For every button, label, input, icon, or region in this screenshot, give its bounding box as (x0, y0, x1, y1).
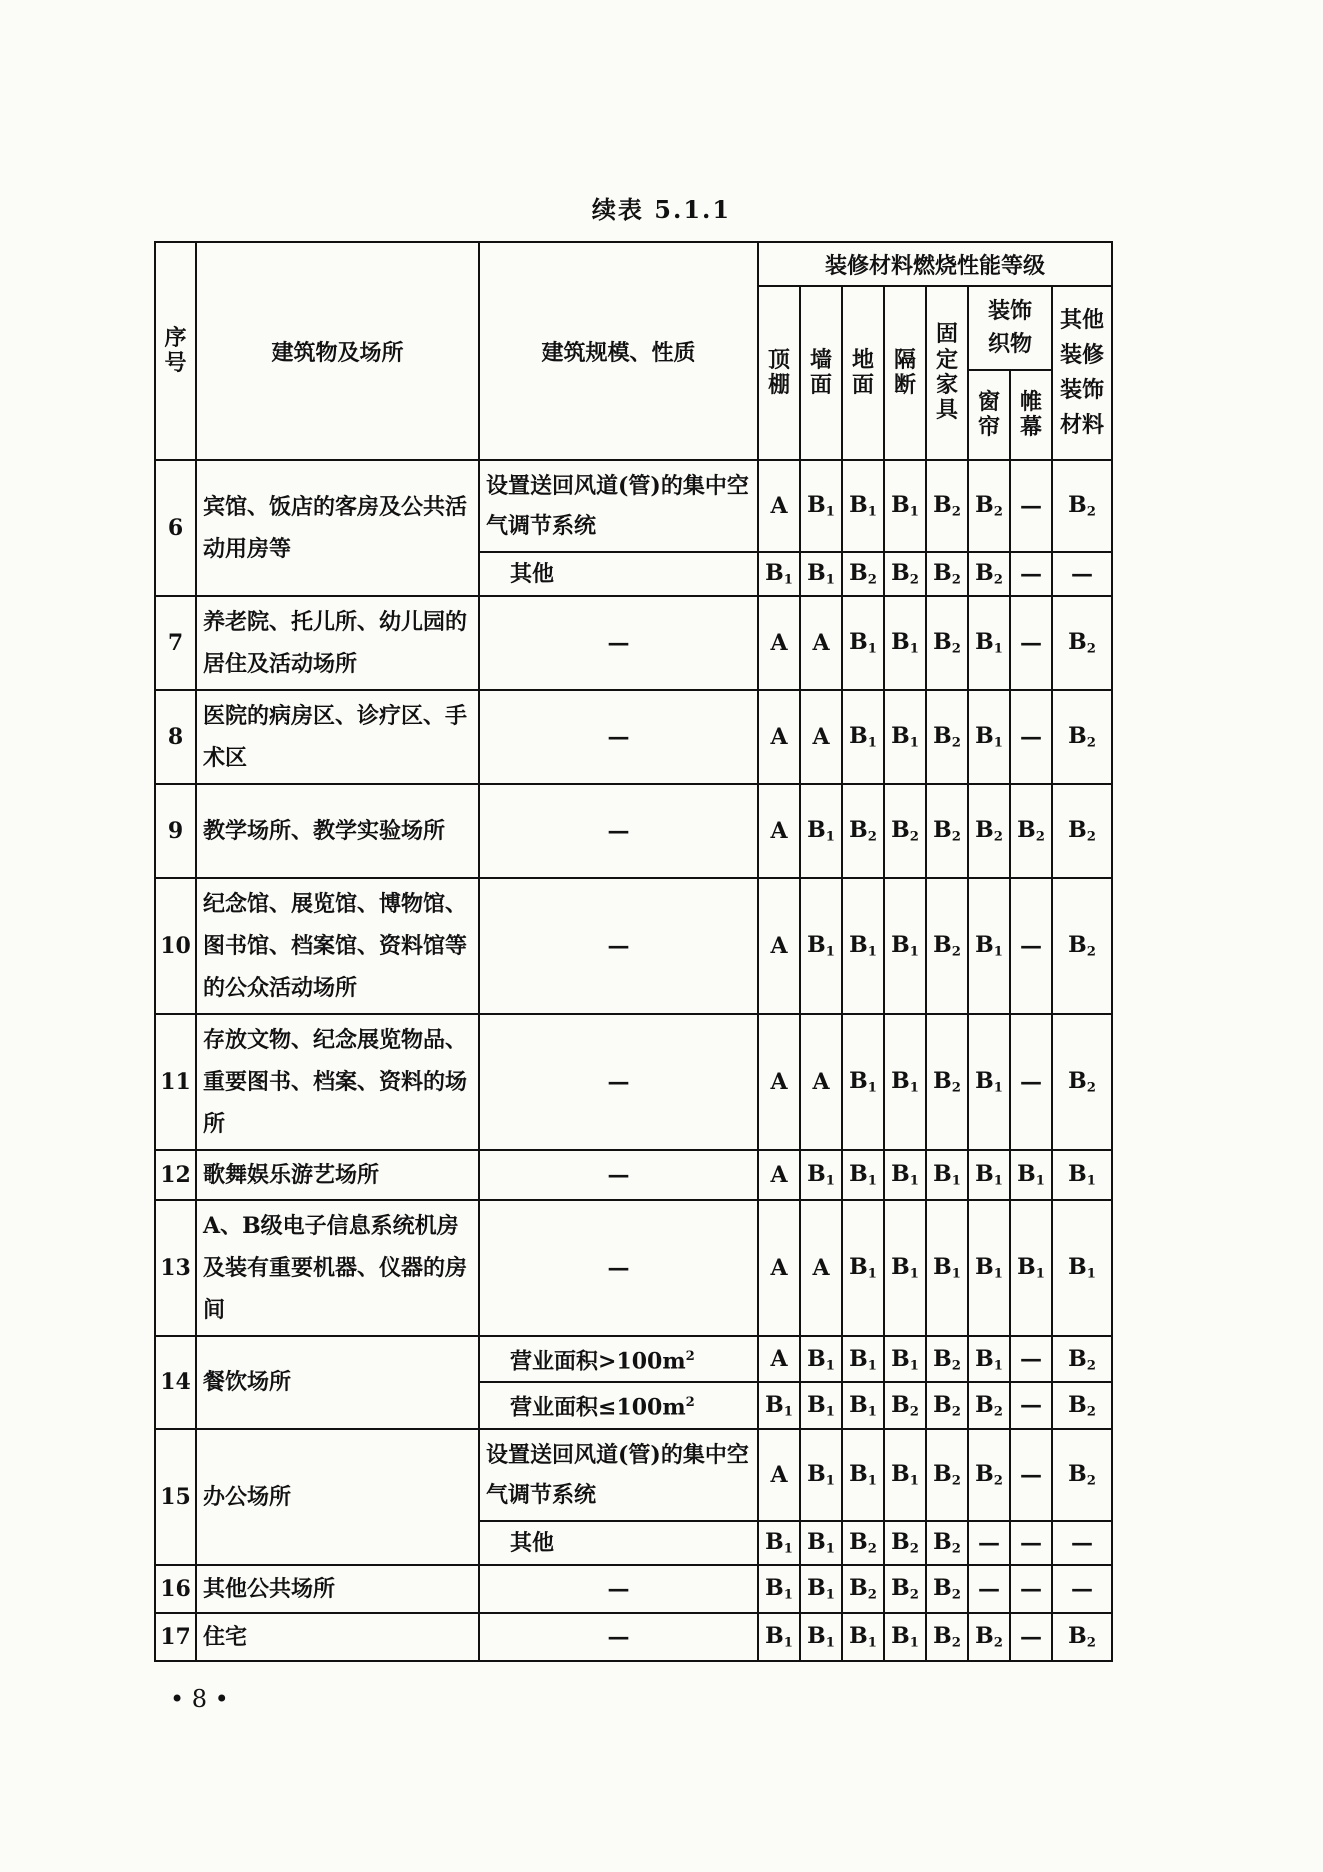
grade-floor: $B_2$ (842, 552, 884, 596)
grade-partition: $B_1$ (884, 596, 926, 690)
grade-other: $B_2$ (1052, 460, 1112, 552)
grade-other: $B_2$ (1052, 1336, 1112, 1382)
header-fixed-furniture: 固定家具 (926, 286, 968, 460)
grade-ceiling: $B_1$ (758, 1521, 800, 1565)
grade-curtain: $B_1$ (968, 596, 1010, 690)
place-name: 养老院、托儿所、幼儿园的居住及活动场所 (196, 596, 479, 690)
row-number: 16 (155, 1565, 196, 1613)
scale-property: 设置送回风道(管)的集中空气调节系统 (479, 1429, 758, 1521)
scale-property: 营业面积$>100m^2$ (479, 1336, 758, 1382)
row-number: 12 (155, 1150, 196, 1200)
grade-curtain: $B_1$ (968, 690, 1010, 784)
grade-partition: $B_1$ (884, 1150, 926, 1200)
header-group: 装修材料燃烧性能等级 (758, 242, 1112, 286)
header-index: 序号 (155, 242, 196, 460)
grade-wall: A (800, 596, 842, 690)
grade-partition: $B_1$ (884, 1429, 926, 1521)
header-place: 建筑物及场所 (196, 242, 479, 460)
grade-drape: — (1010, 1336, 1052, 1382)
scale-property: 设置送回风道(管)的集中空气调节系统 (479, 460, 758, 552)
place-name: 餐饮场所 (196, 1336, 479, 1429)
grade-floor: $B_1$ (842, 878, 884, 1014)
grade-fixed-furniture: $B_2$ (926, 460, 968, 552)
grade-partition: $B_2$ (884, 552, 926, 596)
grade-partition: $B_2$ (884, 1565, 926, 1613)
grade-other: $B_2$ (1052, 1382, 1112, 1428)
scale-property: — (479, 596, 758, 690)
grade-fixed-furniture: $B_2$ (926, 878, 968, 1014)
grade-floor: $B_1$ (842, 1014, 884, 1150)
grade-other: $B_2$ (1052, 1613, 1112, 1661)
place-name: 医院的病房区、诊疗区、手术区 (196, 690, 479, 784)
scale-property: 其他 (479, 1521, 758, 1565)
grade-partition: $B_1$ (884, 1613, 926, 1661)
grade-ceiling: A (758, 878, 800, 1014)
grade-partition: $B_1$ (884, 1200, 926, 1336)
grade-curtain: $B_1$ (968, 1336, 1010, 1382)
grade-floor: $B_1$ (842, 1336, 884, 1382)
header-other: 其他装修装饰材料 (1052, 286, 1112, 460)
place-name: 存放文物、纪念展览物品、重要图书、档案、资料的场所 (196, 1014, 479, 1150)
grade-ceiling: A (758, 1014, 800, 1150)
grade-fixed-furniture: $B_2$ (926, 1014, 968, 1150)
table-row (155, 1150, 1112, 1200)
grade-drape: — (1010, 1382, 1052, 1428)
row-number: 15 (155, 1429, 196, 1565)
grade-floor: $B_2$ (842, 1521, 884, 1565)
grade-curtain: — (968, 1521, 1010, 1565)
place-name: 其他公共场所 (196, 1565, 479, 1613)
row-number: 9 (155, 784, 196, 878)
grade-floor: $B_1$ (842, 1150, 884, 1200)
row-number: 17 (155, 1613, 196, 1661)
grade-wall: $B_1$ (800, 1382, 842, 1428)
grade-ceiling: $B_1$ (758, 1565, 800, 1613)
table-row (155, 1200, 1112, 1336)
row-number: 14 (155, 1336, 196, 1429)
grade-ceiling: A (758, 460, 800, 552)
table-row (155, 1613, 1112, 1661)
grade-floor: $B_1$ (842, 1429, 884, 1521)
grade-wall: $B_1$ (800, 1565, 842, 1613)
scale-property: — (479, 1014, 758, 1150)
table-row (155, 460, 1112, 552)
grade-drape: — (1010, 460, 1052, 552)
grade-fixed-furniture: $B_2$ (926, 552, 968, 596)
grade-floor: $B_1$ (842, 1200, 884, 1336)
header-partition: 隔断 (884, 286, 926, 460)
table-row (155, 596, 1112, 690)
grade-fixed-furniture: $B_1$ (926, 1200, 968, 1336)
grade-partition: $B_2$ (884, 784, 926, 878)
grade-curtain: $B_1$ (968, 878, 1010, 1014)
grade-wall: $B_1$ (800, 552, 842, 596)
grade-curtain: $B_1$ (968, 1014, 1010, 1150)
grade-drape: — (1010, 1613, 1052, 1661)
grade-drape: — (1010, 878, 1052, 1014)
grade-partition: $B_1$ (884, 690, 926, 784)
grade-partition: $B_2$ (884, 1382, 926, 1428)
grade-other: $B_2$ (1052, 1429, 1112, 1521)
grade-ceiling: A (758, 1336, 800, 1382)
grade-other: $B_2$ (1052, 596, 1112, 690)
grade-fixed-furniture: $B_2$ (926, 784, 968, 878)
grade-ceiling: $B_1$ (758, 552, 800, 596)
grade-other: $B_2$ (1052, 690, 1112, 784)
place-name: 歌舞娱乐游艺场所 (196, 1150, 479, 1200)
grade-drape: $B_1$ (1010, 1200, 1052, 1336)
grade-wall: $B_1$ (800, 1150, 842, 1200)
grade-curtain: $B_1$ (968, 1200, 1010, 1336)
scale-property: 其他 (479, 552, 758, 596)
place-name: 办公场所 (196, 1429, 479, 1565)
header-wall: 墙面 (800, 286, 842, 460)
scale-property: — (479, 690, 758, 784)
scale-property: — (479, 1200, 758, 1336)
grade-ceiling: A (758, 784, 800, 878)
grade-fixed-furniture: $B_2$ (926, 1521, 968, 1565)
table-row (155, 1429, 1112, 1521)
grade-drape: $B_1$ (1010, 1150, 1052, 1200)
row-number: 11 (155, 1014, 196, 1150)
grade-floor: $B_1$ (842, 1382, 884, 1428)
grade-partition: $B_1$ (884, 878, 926, 1014)
grade-curtain: $B_2$ (968, 1429, 1010, 1521)
table-row (155, 878, 1112, 1014)
header-curtain: 窗帘 (968, 370, 1010, 460)
header-fabric: 装饰织物 (968, 286, 1052, 370)
grade-partition: $B_2$ (884, 1521, 926, 1565)
grade-partition: $B_1$ (884, 1014, 926, 1150)
table-row (155, 1014, 1112, 1150)
grade-curtain: $B_2$ (968, 552, 1010, 596)
grade-wall: $B_1$ (800, 460, 842, 552)
table-caption: 续表 5.1.1 (591, 195, 732, 224)
grade-wall: $B_1$ (800, 1521, 842, 1565)
place-name: 纪念馆、展览馆、博物馆、图书馆、档案馆、资料馆等的公众活动场所 (196, 878, 479, 1014)
grade-drape: — (1010, 552, 1052, 596)
grade-other: $B_2$ (1052, 1014, 1112, 1150)
grade-fixed-furniture: $B_2$ (926, 1336, 968, 1382)
fire-rating-table (154, 241, 1113, 1662)
grade-partition: $B_1$ (884, 460, 926, 552)
row-number: 10 (155, 878, 196, 1014)
grade-fixed-furniture: $B_2$ (926, 1565, 968, 1613)
place-name: 住宅 (196, 1613, 479, 1661)
page-number: • 8 • (170, 1685, 229, 1713)
grade-curtain: $B_2$ (968, 1613, 1010, 1661)
grade-drape: — (1010, 1565, 1052, 1613)
scale-property: — (479, 1150, 758, 1200)
grade-other: $B_2$ (1052, 784, 1112, 878)
table-row (155, 1565, 1112, 1613)
grade-ceiling: $B_1$ (758, 1613, 800, 1661)
grade-fixed-furniture: $B_2$ (926, 1613, 968, 1661)
grade-fixed-furniture: $B_2$ (926, 690, 968, 784)
grade-fixed-furniture: $B_2$ (926, 1382, 968, 1428)
grade-fixed-furniture: $B_2$ (926, 1429, 968, 1521)
grade-wall: $B_1$ (800, 878, 842, 1014)
grade-other: — (1052, 552, 1112, 596)
scale-property: — (479, 1613, 758, 1661)
grade-wall: $B_1$ (800, 784, 842, 878)
grade-wall: $B_1$ (800, 1613, 842, 1661)
table-row (155, 1336, 1112, 1382)
row-number: 6 (155, 460, 196, 596)
grade-curtain: — (968, 1565, 1010, 1613)
place-name: 教学场所、教学实验场所 (196, 784, 479, 878)
grade-curtain: $B_2$ (968, 1382, 1010, 1428)
grade-partition: $B_1$ (884, 1336, 926, 1382)
grade-ceiling: A (758, 1200, 800, 1336)
grade-fixed-furniture: $B_1$ (926, 1150, 968, 1200)
table-row (155, 784, 1112, 878)
scale-property: 营业面积$\le 100m^2$ (479, 1382, 758, 1428)
grade-ceiling: A (758, 1150, 800, 1200)
grade-drape: — (1010, 690, 1052, 784)
grade-ceiling: A (758, 1429, 800, 1521)
header-drape: 帷幕 (1010, 370, 1052, 460)
grade-other: — (1052, 1565, 1112, 1613)
grade-fixed-furniture: $B_2$ (926, 596, 968, 690)
place-name: A、B级电子信息系统机房及装有重要机器、仪器的房间 (196, 1200, 479, 1336)
row-number: 8 (155, 690, 196, 784)
row-number: 7 (155, 596, 196, 690)
grade-other: — (1052, 1521, 1112, 1565)
row-number: 13 (155, 1200, 196, 1336)
scale-property: — (479, 878, 758, 1014)
grade-floor: $B_2$ (842, 784, 884, 878)
grade-floor: $B_1$ (842, 596, 884, 690)
grade-curtain: $B_2$ (968, 784, 1010, 878)
scale-property: — (479, 784, 758, 878)
grade-wall: A (800, 1200, 842, 1336)
grade-drape: — (1010, 1014, 1052, 1150)
grade-wall: A (800, 1014, 842, 1150)
grade-drape: — (1010, 1521, 1052, 1565)
grade-floor: $B_1$ (842, 1613, 884, 1661)
grade-floor: $B_1$ (842, 460, 884, 552)
grade-drape: $B_2$ (1010, 784, 1052, 878)
header-floor: 地面 (842, 286, 884, 460)
grade-other: $B_1$ (1052, 1150, 1112, 1200)
scale-property: — (479, 1565, 758, 1613)
grade-wall: A (800, 690, 842, 784)
grade-other: $B_2$ (1052, 878, 1112, 1014)
grade-wall: $B_1$ (800, 1429, 842, 1521)
grade-ceiling: $B_1$ (758, 1382, 800, 1428)
header-ceiling: 顶棚 (758, 286, 800, 460)
table-row (155, 690, 1112, 784)
place-name: 宾馆、饭店的客房及公共活动用房等 (196, 460, 479, 596)
grade-ceiling: A (758, 596, 800, 690)
grade-drape: — (1010, 596, 1052, 690)
grade-floor: $B_1$ (842, 690, 884, 784)
grade-drape: — (1010, 1429, 1052, 1521)
grade-curtain: $B_1$ (968, 1150, 1010, 1200)
header-scale: 建筑规模、性质 (479, 242, 758, 460)
grade-curtain: $B_2$ (968, 460, 1010, 552)
grade-wall: $B_1$ (800, 1336, 842, 1382)
grade-ceiling: A (758, 690, 800, 784)
grade-other: $B_1$ (1052, 1200, 1112, 1336)
grade-floor: $B_2$ (842, 1565, 884, 1613)
